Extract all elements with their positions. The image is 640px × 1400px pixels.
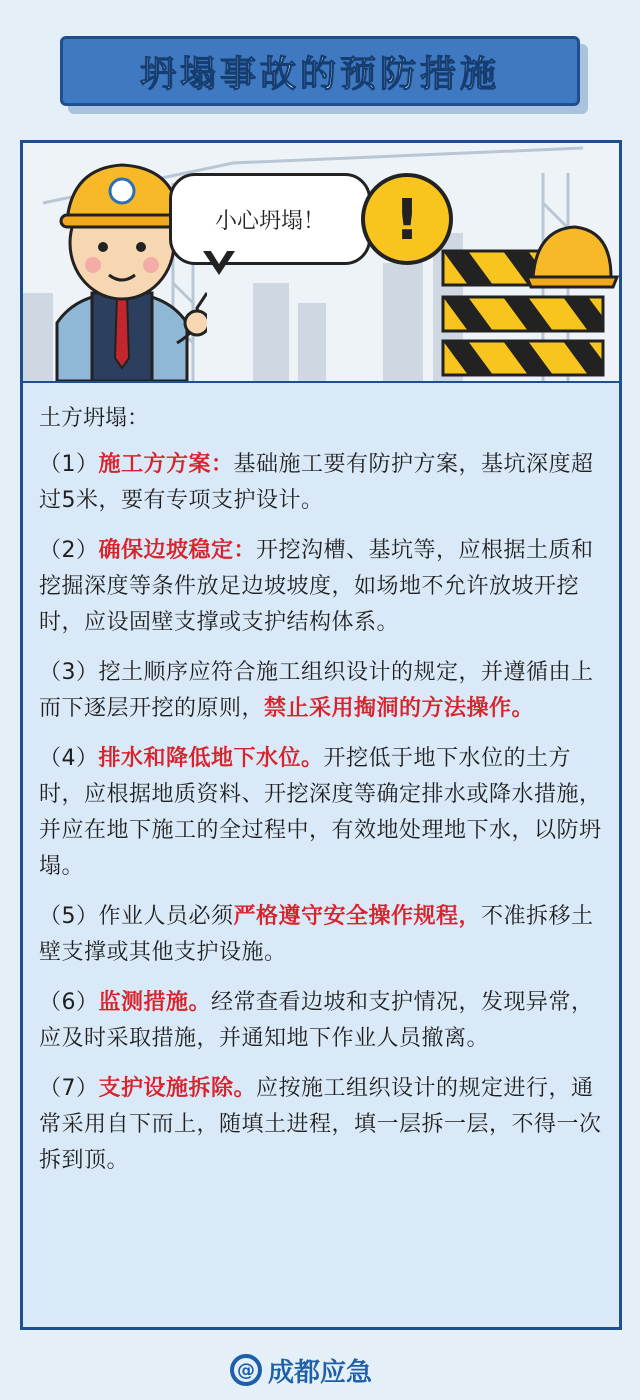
at-icon: @ <box>230 1354 262 1386</box>
brand-name: 成都应急 <box>268 1357 373 1388</box>
item-highlight: 监测措施。 <box>98 990 212 1015</box>
item-number: （4） <box>39 746 99 771</box>
brand-footer <box>230 1352 430 1388</box>
speech-bubble <box>169 173 371 265</box>
content-body <box>23 383 619 1193</box>
item-number: （2） <box>39 538 99 563</box>
item-text: 应按施工组织设计的规定进行，通常采用自下而上，随填土进程，填一层拆一层，不得一次拆到顶。 <box>39 1076 602 1173</box>
section-subheading: 土方坍塌： <box>39 406 150 431</box>
list-item <box>39 741 603 885</box>
item-number: （1） <box>39 452 99 477</box>
item-number: （7） <box>39 1076 99 1101</box>
item-highlight: 严格遵守安全操作规程， <box>233 904 482 929</box>
item-text: 经常查看边坡和支护情况，发现异常，应及时采取措施，并通知地下作业人员撤离。 <box>39 990 594 1051</box>
title-banner <box>60 36 580 106</box>
item-highlight: 确保边坡稳定： <box>98 538 257 563</box>
item-text: 不准拆移土壁支撑或其他支护设施。 <box>39 904 594 965</box>
content-panel <box>20 140 622 1330</box>
item-text: 基础施工要有防护方案，基坑深度超过5米，要有专项支护设计。 <box>39 452 594 513</box>
item-text-before: 作业人员必须 <box>98 904 234 929</box>
item-highlight: 排水和降低地下水位。 <box>98 746 324 771</box>
speech-bubble-text: 小心坍塌！ <box>214 208 325 234</box>
item-text: 挖土顺序应符合施工组织设计的规定，并遵循由上而下逐层开挖的原则， <box>39 660 594 721</box>
item-number: （3） <box>39 660 99 685</box>
list-item <box>39 985 603 1057</box>
list-item <box>39 533 603 641</box>
warning-symbol: ! <box>394 188 420 253</box>
list-item <box>39 655 603 727</box>
list-item <box>39 447 603 519</box>
item-highlight: 禁止采用掏洞的方法操作。 <box>264 696 535 721</box>
list-item <box>39 899 603 971</box>
item-highlight: 支护设施拆除。 <box>98 1076 257 1101</box>
list-item <box>39 1071 603 1179</box>
item-text: 开挖低于地下水位的土方时，应根据地质资料、开挖深度等确定排水或降水措施，并应在地下施工的全过程中，有效地处理地下水，以防坍塌。 <box>39 746 602 879</box>
illustration-scene <box>23 143 619 383</box>
item-highlight: 施工方方案： <box>98 452 234 477</box>
item-text: 开挖沟槽、基坑等，应根据土质和挖掘深度等条件放足边坡坡度，如场地不允许放坡开挖时，应设固壁支撑或支护结构体系。 <box>39 538 594 635</box>
title-box <box>60 36 580 106</box>
item-number: （5） <box>39 904 99 929</box>
item-number: （6） <box>39 990 99 1015</box>
speech-bubble-tail <box>203 251 235 275</box>
helmet-icon <box>523 221 619 291</box>
page-title: 坍塌事故的预防措施 <box>139 53 500 95</box>
